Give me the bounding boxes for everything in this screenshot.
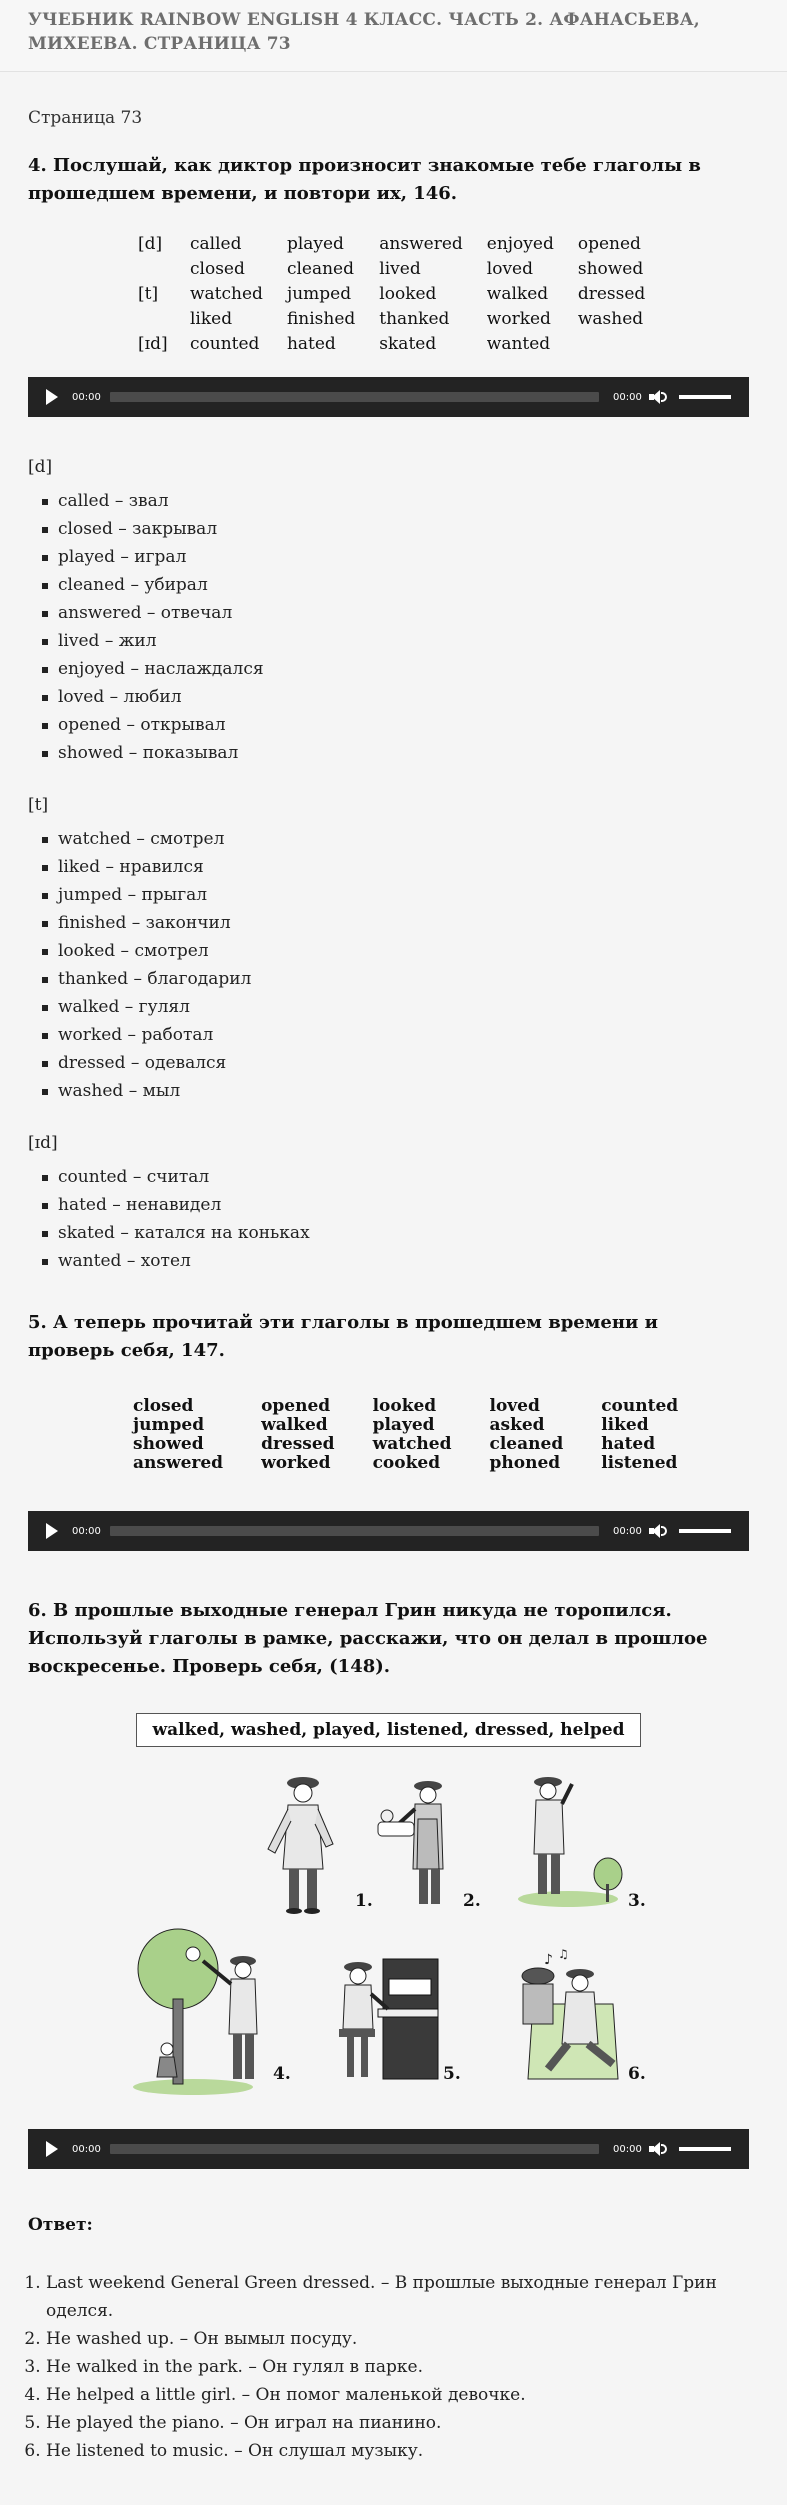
general-listening-music-picture xyxy=(518,1944,628,2094)
list-item: cleaned – убирал xyxy=(42,571,749,599)
verb-cell: counted xyxy=(601,1396,679,1416)
list-item: jumped – прыгал xyxy=(42,881,749,909)
list-item: wanted – хотел xyxy=(42,1247,749,1275)
site-title[interactable]: УЧЕБНИК RAINBOW ENGLISH 4 КЛАСС. ЧАСТЬ 2. АФАНАСЬЕВА, МИХЕЕВА. СТРАНИЦА 73 xyxy=(28,10,700,54)
verb-cell: finished xyxy=(286,309,356,329)
audio-player xyxy=(28,1511,749,1551)
ex5-row xyxy=(133,1435,716,1454)
verb-cell: jumped xyxy=(286,284,352,304)
verb-cell: enjoyed xyxy=(486,234,554,254)
exercise-6-title: 6. В прошлые выходные генерал Грин никуда не торопился. Используй глаголы в рамке, расскажи, что он делал в прошлое воскресенье. Проверь себя, (148). xyxy=(28,1600,708,1677)
verb-cell: hated xyxy=(601,1434,656,1454)
list-item: called – звал xyxy=(42,487,749,515)
exercise-5-title: 5. А теперь прочитай эти глаголы в прошедшем времени и проверь себя, 147. xyxy=(28,1312,658,1361)
ex4-row xyxy=(138,332,669,357)
answer-title: Ответ: xyxy=(28,2215,93,2235)
list-item: looked – смотрел xyxy=(42,937,749,965)
play-icon[interactable] xyxy=(46,2141,58,2157)
list-item: lived – жил xyxy=(42,627,749,655)
answer-item: 1. Last weekend General Green dressed. – В прошлые выходные генерал Грин оделся. xyxy=(46,2269,749,2325)
total-time: 00:00 xyxy=(613,1525,642,1537)
verb-word-box: walked, washed, played, listened, dressed, helped xyxy=(136,1713,641,1747)
phoneme-heading: [d] xyxy=(28,457,53,477)
answer-list xyxy=(28,2269,749,2465)
current-time: 00:00 xyxy=(72,2143,101,2155)
verb-cell: dressed xyxy=(577,284,646,304)
verb-cell: answered xyxy=(379,234,463,254)
ex5-verb-table xyxy=(133,1397,716,1473)
progress-track[interactable] xyxy=(110,392,599,402)
verb-list xyxy=(28,1163,749,1275)
verb-cell: listened xyxy=(601,1453,678,1473)
audio-player xyxy=(28,377,749,417)
list-item: closed – закрывал xyxy=(42,515,749,543)
volume-icon[interactable] xyxy=(649,389,669,405)
ex4-row xyxy=(138,307,669,332)
verb-cell: dressed xyxy=(261,1434,335,1454)
picture-number: 2. xyxy=(463,1891,481,1911)
verb-cell: jumped xyxy=(133,1415,205,1435)
site-header xyxy=(0,0,787,72)
verb-cell: counted xyxy=(190,334,260,354)
verb-cell: called xyxy=(190,234,242,254)
list-item: worked – работал xyxy=(42,1021,749,1049)
ex4-row xyxy=(138,232,669,257)
list-item: hated – ненавидел xyxy=(42,1191,749,1219)
verb-cell: watched xyxy=(372,1434,452,1454)
list-item: liked – нравился xyxy=(42,853,749,881)
phoneme-cell: [d] xyxy=(138,234,163,254)
verb-cell: worked xyxy=(486,309,551,329)
picture-number: 4. xyxy=(273,2064,291,2084)
volume-slider[interactable] xyxy=(679,1529,731,1533)
verb-cell: closed xyxy=(133,1396,194,1416)
list-item: played – играл xyxy=(42,543,749,571)
phoneme-cell: [ɪd] xyxy=(138,334,168,354)
list-item: washed – мыл xyxy=(42,1077,749,1105)
picture-number: 6. xyxy=(628,2064,646,2084)
answer-item: 2. He washed up. – Он вымыл посуду. xyxy=(46,2325,749,2353)
current-time: 00:00 xyxy=(72,391,101,403)
list-item: skated – катался на коньках xyxy=(42,1219,749,1247)
verb-cell: closed xyxy=(190,259,245,279)
list-item: answered – отвечал xyxy=(42,599,749,627)
verb-cell: cleaned xyxy=(489,1434,564,1454)
picture-number: 5. xyxy=(443,2064,461,2084)
verb-cell: liked xyxy=(190,309,233,329)
verb-list xyxy=(28,487,749,767)
verb-cell xyxy=(578,332,669,357)
list-item: counted – считал xyxy=(42,1163,749,1191)
picture-number: 1. xyxy=(355,1891,373,1911)
general-piano-picture xyxy=(333,1949,443,2099)
verb-cell: opened xyxy=(261,1396,331,1416)
list-item: loved – любил xyxy=(42,683,749,711)
svg-text:♫: ♫ xyxy=(558,1947,569,1961)
answer-item: 4. He helped a little girl. – Он помог маленькой девочке. xyxy=(46,2381,749,2409)
phoneme-cell xyxy=(138,307,190,332)
phoneme-heading: [ɪd] xyxy=(28,1133,58,1153)
volume-slider[interactable] xyxy=(679,395,731,399)
verb-cell: walked xyxy=(486,284,549,304)
play-icon[interactable] xyxy=(46,389,58,405)
verb-list xyxy=(28,825,749,1105)
verb-cell: showed xyxy=(133,1434,204,1454)
verb-cell: cooked xyxy=(372,1453,441,1473)
list-item: finished – закончил xyxy=(42,909,749,937)
verb-cell: lived xyxy=(379,259,421,279)
list-item: thanked – благодарил xyxy=(42,965,749,993)
progress-track[interactable] xyxy=(110,2144,599,2154)
answer-item: 3. He walked in the park. – Он гулял в парке. xyxy=(46,2353,749,2381)
verb-cell: played xyxy=(372,1415,435,1435)
general-walking-picture xyxy=(518,1764,628,1914)
verb-cell: answered xyxy=(133,1453,224,1473)
article-content xyxy=(0,72,787,2465)
current-time: 00:00 xyxy=(72,1525,101,1537)
volume-icon[interactable] xyxy=(649,2141,669,2157)
verb-cell: looked xyxy=(372,1396,437,1416)
ex5-row xyxy=(133,1454,716,1473)
phoneme-cell: [t] xyxy=(138,284,159,304)
general-dressing-picture xyxy=(253,1769,343,1919)
ex5-row xyxy=(133,1416,716,1435)
verb-cell: loved xyxy=(489,1396,540,1416)
general-helping-girl-picture xyxy=(133,1919,283,2099)
verb-cell: asked xyxy=(489,1415,545,1435)
verb-cell: walked xyxy=(261,1415,328,1435)
list-item: watched – смотрел xyxy=(42,825,749,853)
verb-cell: thanked xyxy=(379,309,450,329)
general-washing-picture xyxy=(373,1774,463,1914)
verb-translation-lists xyxy=(28,457,749,1275)
total-time: 00:00 xyxy=(613,2143,642,2155)
total-time: 00:00 xyxy=(613,391,642,403)
audio-player xyxy=(28,2129,749,2169)
list-item: enjoyed – наслаждался xyxy=(42,655,749,683)
ex4-row xyxy=(138,257,669,282)
general-green-illustration xyxy=(133,1759,693,2109)
verb-cell: phoned xyxy=(489,1453,561,1473)
ex4-row xyxy=(138,282,669,307)
verb-cell: loved xyxy=(486,259,533,279)
verb-cell: wanted xyxy=(486,334,551,354)
verb-cell: played xyxy=(286,234,344,254)
verb-cell: watched xyxy=(190,284,263,304)
svg-text:♪: ♪ xyxy=(544,1952,553,1968)
phoneme-cell xyxy=(138,257,190,282)
answer-item: 6. He listened to music. – Он слушал музыку. xyxy=(46,2437,749,2465)
verb-cell: showed xyxy=(577,259,644,279)
exercise-4-title: 4. Послушай, как диктор произносит знакомые тебе глаголы в прошедшем времени, и повтори их, 146. xyxy=(28,155,701,204)
picture-number: 3. xyxy=(628,1891,646,1911)
volume-icon[interactable] xyxy=(649,1523,669,1539)
verb-cell: looked xyxy=(379,284,437,304)
list-item: showed – показывал xyxy=(42,739,749,767)
page-label: Страница 73 xyxy=(28,108,143,128)
ex5-row xyxy=(133,1397,716,1416)
volume-slider[interactable] xyxy=(679,2147,731,2151)
list-item: dressed – одевался xyxy=(42,1049,749,1077)
list-item: walked – гулял xyxy=(42,993,749,1021)
verb-cell: opened xyxy=(577,234,641,254)
verb-cell: skated xyxy=(379,334,437,354)
verb-cell: hated xyxy=(286,334,336,354)
play-icon[interactable] xyxy=(46,1523,58,1539)
progress-track[interactable] xyxy=(110,1526,599,1536)
verb-cell: worked xyxy=(261,1453,331,1473)
verb-cell: liked xyxy=(601,1415,649,1435)
verb-cell: washed xyxy=(577,309,644,329)
ex4-verb-table xyxy=(138,232,669,357)
verb-cell: cleaned xyxy=(286,259,354,279)
answer-item: 5. He played the piano. – Он играл на пианино. xyxy=(46,2409,749,2437)
list-item: opened – открывал xyxy=(42,711,749,739)
phoneme-heading: [t] xyxy=(28,795,49,815)
